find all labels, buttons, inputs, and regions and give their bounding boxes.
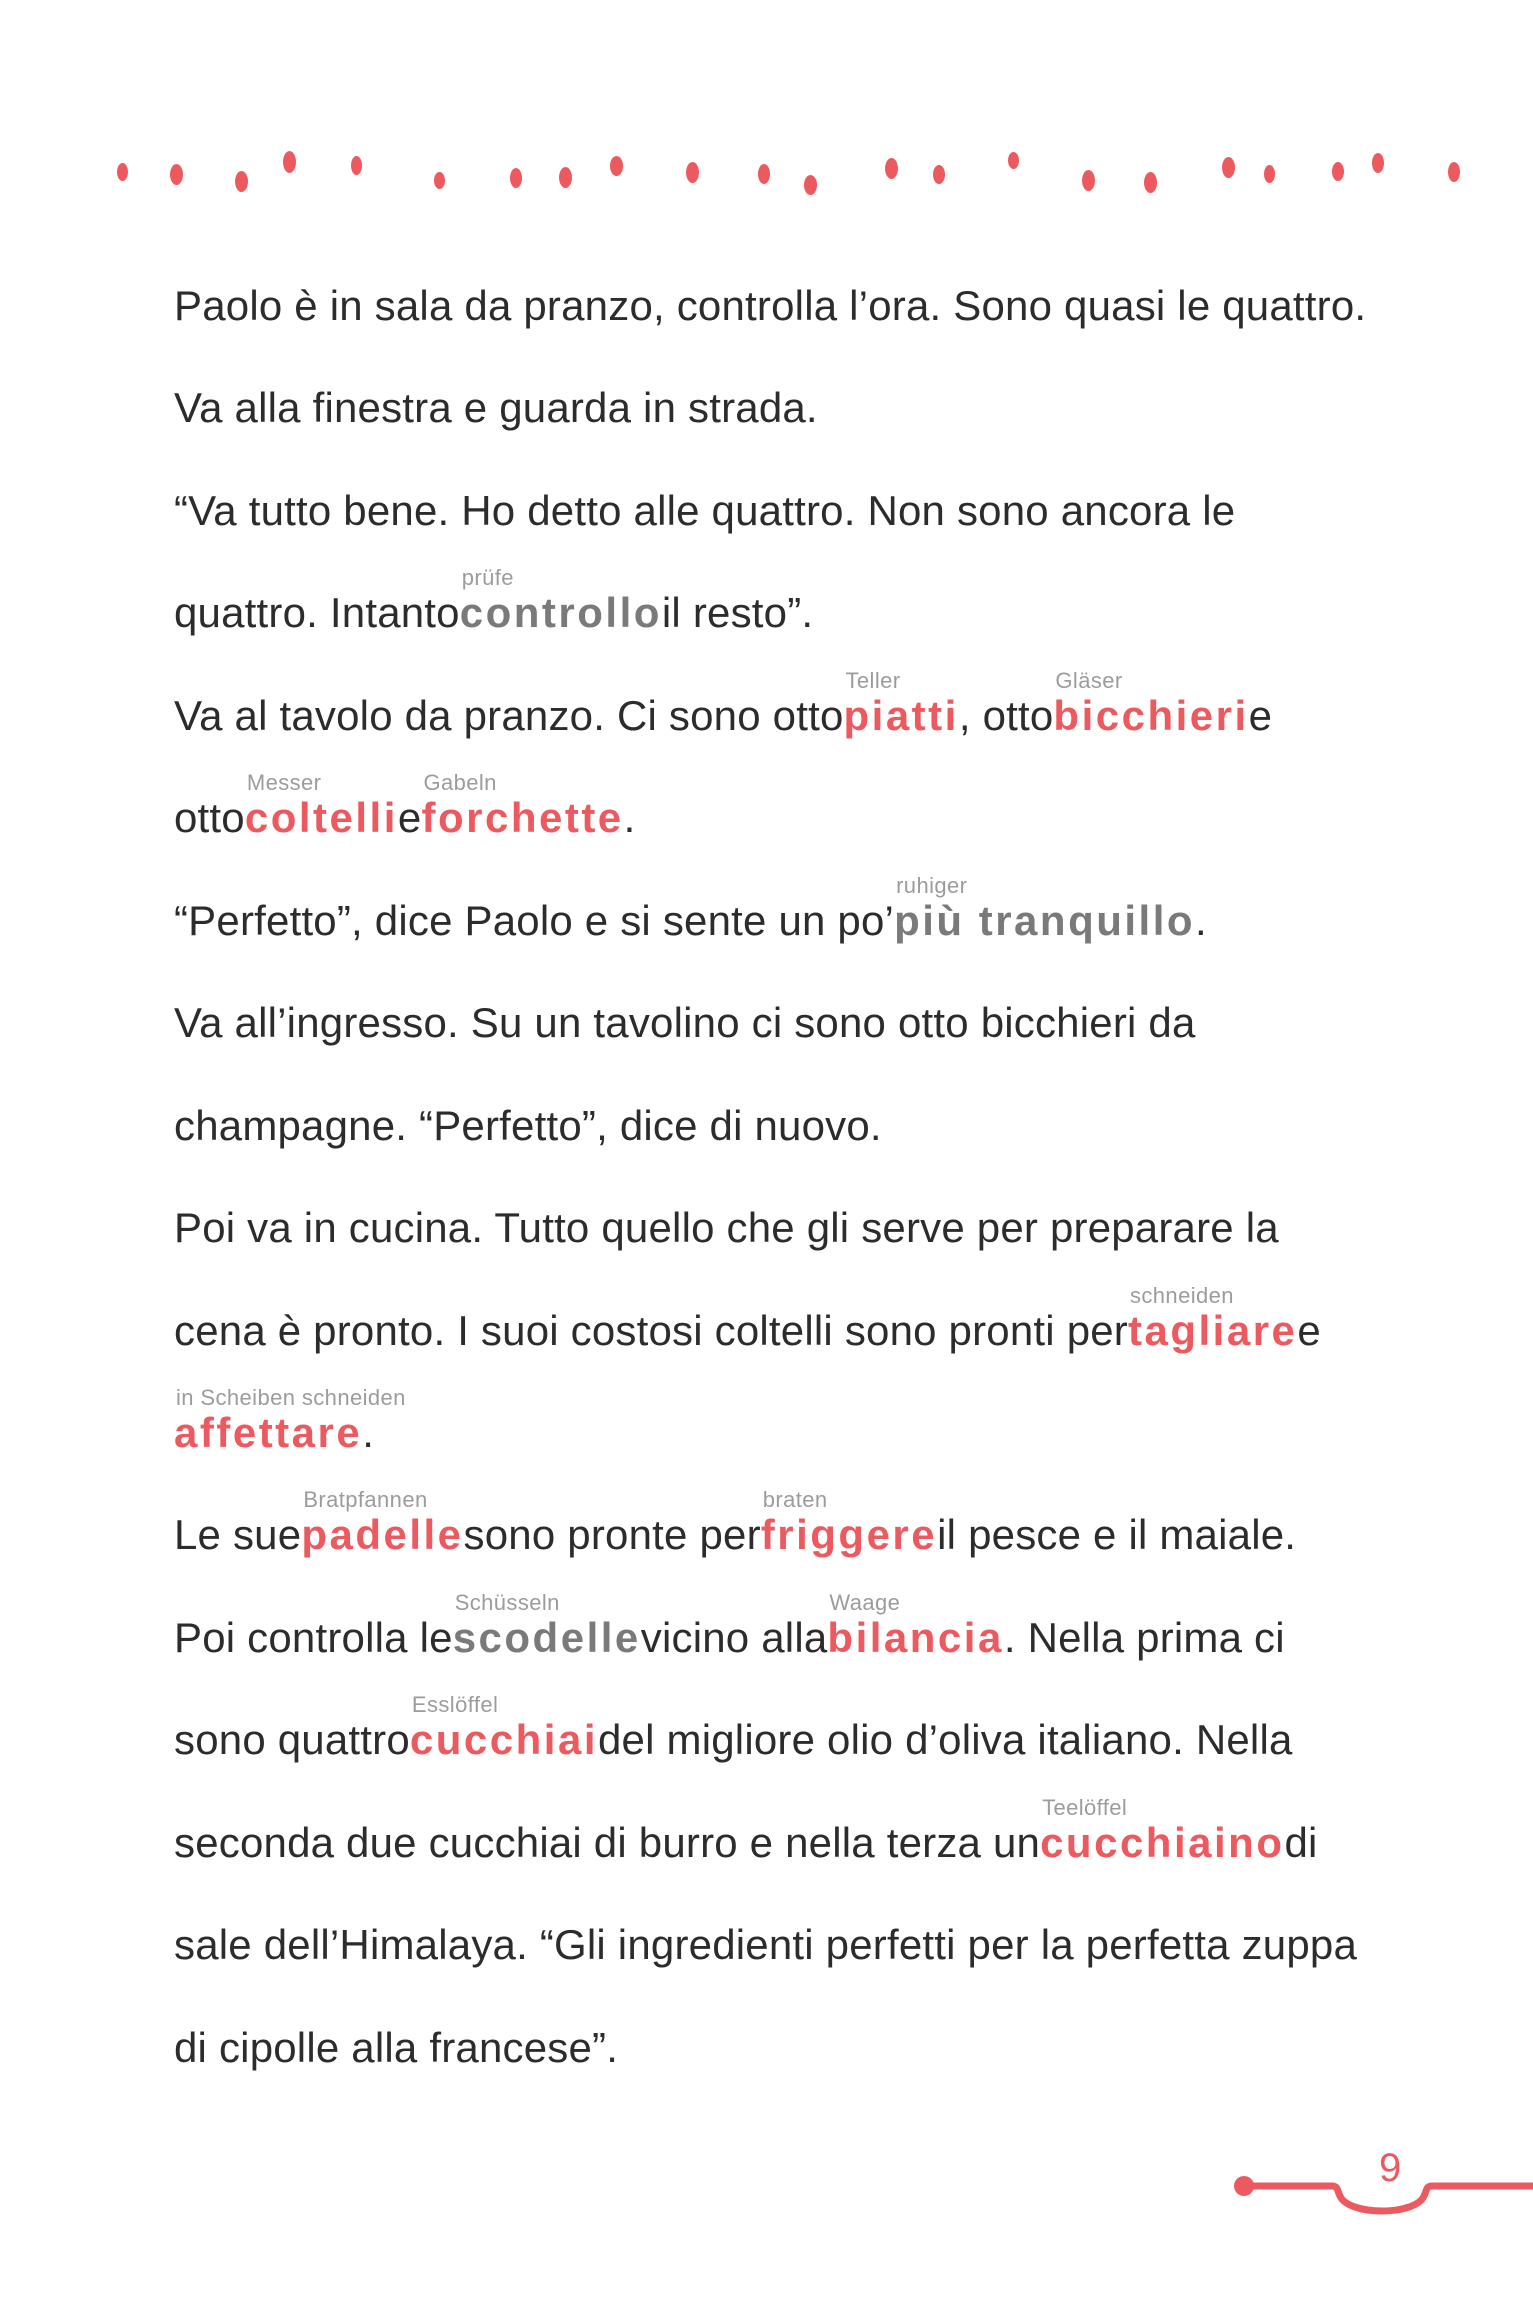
german-gloss: in Scheiben schneiden xyxy=(176,1385,406,1410)
german-gloss: Gabeln xyxy=(423,770,497,795)
body-text: . Nella prima ci xyxy=(1003,1614,1285,1661)
body-text: sale dell’Himalaya. “Gli ingredienti perfetti per la perfetta zuppa xyxy=(174,1921,1358,1968)
german-gloss: prüfe xyxy=(461,565,514,590)
body-text: Poi controlla le xyxy=(174,1614,453,1661)
german-gloss: Waage xyxy=(829,1590,901,1615)
body-text: Le sue xyxy=(174,1511,302,1558)
text-line xyxy=(174,1692,1293,1763)
body-text: Va alla finestra e guarda in strada. xyxy=(174,384,818,431)
text-line xyxy=(174,1590,1285,1661)
body-text: cena è pronto. I suoi costosi coltelli sono pronti per xyxy=(174,1307,1128,1354)
text-line xyxy=(174,873,1207,944)
text-line xyxy=(174,668,1273,739)
vocab-word-red: Teller piatti xyxy=(843,668,959,739)
text-line xyxy=(174,999,1196,1046)
body-text: quattro. Intanto xyxy=(174,589,460,636)
vocab-word-gray: Schüsseln scodelle xyxy=(452,1590,641,1661)
text-line xyxy=(174,565,814,636)
vocab-word-red: Gabeln forchette xyxy=(421,770,624,841)
vocab-word-red: Teelöffel cucchiaino xyxy=(1040,1795,1285,1866)
body-text: champagne. “Perfetto”, dice di nuovo. xyxy=(174,1102,882,1149)
body-text: otto xyxy=(174,794,245,841)
body-text: Va all’ingresso. Su un tavolino ci sono otto bicchieri da xyxy=(174,999,1196,1046)
body-text: vicino alla xyxy=(640,1614,828,1661)
vocab-word-red: braten friggere xyxy=(760,1487,938,1558)
body-text: , otto xyxy=(958,692,1054,739)
text-line xyxy=(174,282,1367,329)
german-gloss: schneiden xyxy=(1130,1283,1234,1308)
body-text: Poi va in cucina. Tutto quello che gli serve per preparare la xyxy=(174,1204,1279,1251)
body-text: Paolo è in sala da pranzo, controlla l’ora. Sono quasi le quattro. xyxy=(174,282,1367,329)
text-line xyxy=(174,1487,1297,1558)
text-line xyxy=(174,1385,406,1456)
body-text: Va al tavolo da pranzo. Ci sono otto xyxy=(174,692,844,739)
german-gloss: Esslöffel xyxy=(411,1692,499,1717)
vocab-word-gray: prüfe controllo xyxy=(459,565,662,636)
german-gloss: Schüsseln xyxy=(454,1590,560,1615)
vocab-word-red: Messer coltelli xyxy=(244,770,398,841)
text-line xyxy=(174,1102,882,1149)
vocab-word-gray: ruhiger più tranquillo xyxy=(894,873,1196,944)
german-gloss: Messer xyxy=(246,770,322,795)
body-text: il pesce e il maiale. xyxy=(937,1511,1297,1558)
text-line xyxy=(174,384,818,431)
vocab-word-red: Gläser bicchieri xyxy=(1053,668,1249,739)
text-line xyxy=(174,1204,1279,1251)
text-line xyxy=(174,1283,1321,1354)
text-line xyxy=(174,770,636,841)
page-number: 9 xyxy=(1379,2146,1402,2190)
body-text: e xyxy=(1297,1307,1321,1354)
german-gloss: ruhiger xyxy=(896,873,968,898)
vocab-word-red: in Scheiben schneiden affettare xyxy=(174,1385,406,1456)
german-gloss: Teelöffel xyxy=(1042,1795,1128,1820)
german-gloss: braten xyxy=(762,1487,828,1512)
text-line xyxy=(174,1795,1318,1866)
german-gloss: Bratpfannen xyxy=(303,1487,428,1512)
body-text: di xyxy=(1284,1819,1318,1866)
body-text: sono quattro xyxy=(174,1716,410,1763)
body-text: e xyxy=(397,794,422,841)
body-text: . xyxy=(362,1409,375,1456)
body-text: di cipolle alla francese”. xyxy=(174,2024,619,2071)
body-text: e xyxy=(1248,692,1273,739)
body-text: . xyxy=(623,794,636,841)
body-text: “Va tutto bene. Ho detto alle quattro. Non sono ancora le xyxy=(174,487,1236,534)
body-text: “Perfetto”, dice Paolo e si sente un po’ xyxy=(174,897,895,944)
vocab-word-red: Waage bilancia xyxy=(827,1590,1004,1661)
body-text: seconda due cucchiai di burro e nella terza un xyxy=(174,1819,1041,1866)
body-text: il resto”. xyxy=(661,589,814,636)
body-text: sono pronte per xyxy=(463,1511,761,1558)
body-text: . xyxy=(1195,897,1207,944)
vocab-word-red: schneiden tagliare xyxy=(1128,1283,1298,1354)
body-text: del migliore olio d’oliva italiano. Nella xyxy=(598,1716,1293,1763)
vocab-word-red: Esslöffel cucchiai xyxy=(409,1692,598,1763)
text-line xyxy=(174,2024,619,2071)
vocab-word-red: Bratpfannen padelle xyxy=(301,1487,464,1558)
german-gloss: Teller xyxy=(845,668,901,693)
text-line xyxy=(174,1921,1358,1968)
german-gloss: Gläser xyxy=(1055,668,1123,693)
text-line xyxy=(174,487,1236,534)
